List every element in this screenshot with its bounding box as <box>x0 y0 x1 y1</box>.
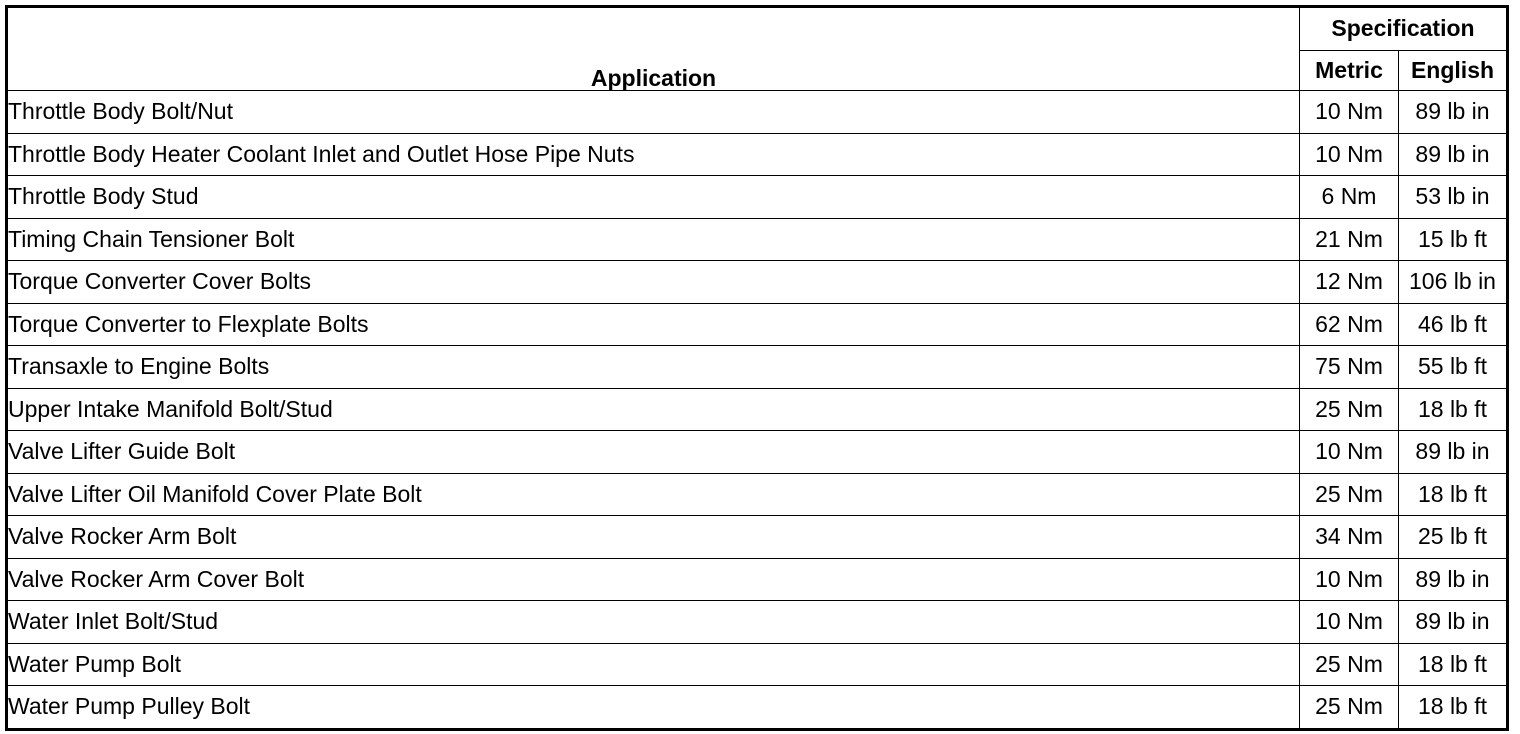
table-row <box>7 303 1508 346</box>
table-row <box>7 601 1508 644</box>
metric-value-cell: 10 Nm <box>1300 91 1399 134</box>
metric-value-cell: 10 Nm <box>1300 431 1399 474</box>
table-body <box>7 91 1508 730</box>
metric-value-cell: 25 Nm <box>1300 686 1399 730</box>
application-cell: Throttle Body Bolt/Nut <box>7 91 1300 134</box>
metric-value-cell: 10 Nm <box>1300 133 1399 176</box>
english-value-cell: 25 lb ft <box>1399 516 1508 559</box>
english-value-cell: 18 lb ft <box>1399 388 1508 431</box>
table-row <box>7 686 1508 730</box>
metric-value-cell: 62 Nm <box>1300 303 1399 346</box>
application-cell: Transaxle to Engine Bolts <box>7 346 1300 389</box>
application-cell: Water Pump Pulley Bolt <box>7 686 1300 730</box>
metric-value-cell: 6 Nm <box>1300 176 1399 219</box>
application-cell: Water Inlet Bolt/Stud <box>7 601 1300 644</box>
application-cell: Torque Converter to Flexplate Bolts <box>7 303 1300 346</box>
application-cell: Valve Rocker Arm Bolt <box>7 516 1300 559</box>
english-value-cell: 89 lb in <box>1399 601 1508 644</box>
application-column-header: Application <box>7 7 1300 91</box>
metric-value-cell: 25 Nm <box>1300 388 1399 431</box>
table-row <box>7 431 1508 474</box>
metric-value-cell: 12 Nm <box>1300 261 1399 304</box>
metric-value-cell: 10 Nm <box>1300 558 1399 601</box>
english-value-cell: 15 lb ft <box>1399 218 1508 261</box>
application-cell: Throttle Body Stud <box>7 176 1300 219</box>
table-row <box>7 346 1508 389</box>
table-row <box>7 558 1508 601</box>
table-row <box>7 473 1508 516</box>
table-row <box>7 218 1508 261</box>
metric-value-cell: 75 Nm <box>1300 346 1399 389</box>
english-column-header: English <box>1399 50 1508 90</box>
application-cell: Valve Lifter Oil Manifold Cover Plate Bolt <box>7 473 1300 516</box>
application-cell: Upper Intake Manifold Bolt/Stud <box>7 388 1300 431</box>
english-value-cell: 18 lb ft <box>1399 643 1508 686</box>
table-row <box>7 643 1508 686</box>
application-cell: Water Pump Bolt <box>7 643 1300 686</box>
english-value-cell: 18 lb ft <box>1399 473 1508 516</box>
table-header <box>7 7 1508 91</box>
metric-value-cell: 10 Nm <box>1300 601 1399 644</box>
table-row <box>7 261 1508 304</box>
application-cell: Throttle Body Heater Coolant Inlet and Outlet Hose Pipe Nuts <box>7 133 1300 176</box>
specification-column-header: Specification <box>1300 7 1508 51</box>
table-row <box>7 133 1508 176</box>
english-value-cell: 89 lb in <box>1399 431 1508 474</box>
english-value-cell: 46 lb ft <box>1399 303 1508 346</box>
table-row <box>7 388 1508 431</box>
metric-value-cell: 34 Nm <box>1300 516 1399 559</box>
english-value-cell: 89 lb in <box>1399 133 1508 176</box>
metric-value-cell: 25 Nm <box>1300 643 1399 686</box>
english-value-cell: 18 lb ft <box>1399 686 1508 730</box>
english-value-cell: 55 lb ft <box>1399 346 1508 389</box>
table-row <box>7 516 1508 559</box>
english-value-cell: 89 lb in <box>1399 558 1508 601</box>
metric-value-cell: 25 Nm <box>1300 473 1399 516</box>
table-row <box>7 176 1508 219</box>
metric-value-cell: 21 Nm <box>1300 218 1399 261</box>
metric-column-header: Metric <box>1300 50 1399 90</box>
application-cell: Valve Lifter Guide Bolt <box>7 431 1300 474</box>
english-value-cell: 106 lb in <box>1399 261 1508 304</box>
application-cell: Valve Rocker Arm Cover Bolt <box>7 558 1300 601</box>
application-cell: Timing Chain Tensioner Bolt <box>7 218 1300 261</box>
application-cell: Torque Converter Cover Bolts <box>7 261 1300 304</box>
english-value-cell: 53 lb in <box>1399 176 1508 219</box>
table-row <box>7 91 1508 134</box>
fastener-torque-spec-table <box>5 5 1509 731</box>
english-value-cell: 89 lb in <box>1399 91 1508 134</box>
